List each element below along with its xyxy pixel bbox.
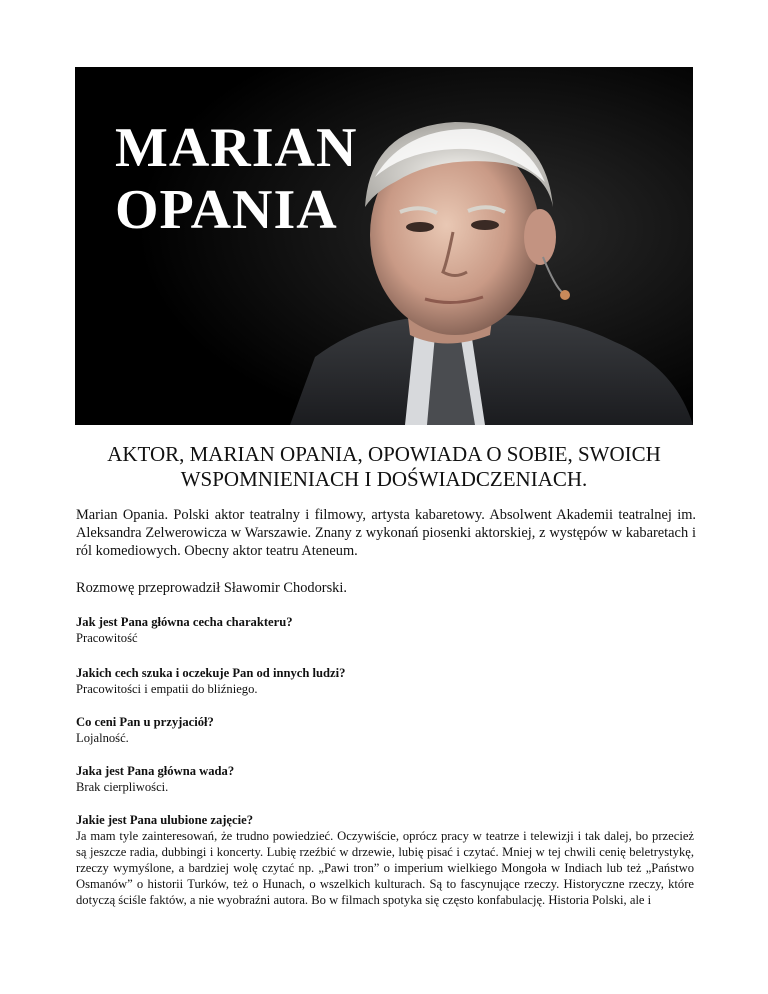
hero-title-line2: OPANIA xyxy=(115,179,338,241)
qa-item xyxy=(76,763,694,795)
answer: Ja mam tyle zainteresowań, że trudno powiedzieć. Oczywiście, oprócz pracy w teatrze i telewizji i tak dalej, bo przecież są jeszcze radia, dubbingi i koncerty. Lubię rzeźbić w drzewie, lubię pisać i czytać. Mniej w tej chwili cenię beletrystykę, rzeczy wymyślone, a bardziej wolę czytać np. „Pawi tron” o imperium wielkiego Mongoła w Indiach lub też „Państwo Osmanów” o historii Turków, też o Hunach, o wszelkich kulturach. Są to fascynujące rzeczy. Historyczne rzeczy, które dotyczą ściśle faktów, a nie wyobraźni autora. Bo w filmach spotyka się często konfabulację. Historia Polski, ale i xyxy=(76,829,694,907)
answer: Brak cierpliwości. xyxy=(76,780,169,794)
hero-photo xyxy=(75,67,693,425)
question: Co ceni Pan u przyjaciół? xyxy=(76,715,214,729)
qa-item xyxy=(76,812,694,908)
answer: Pracowitości i empatii do bliźniego. xyxy=(76,682,258,696)
qa-item xyxy=(76,614,694,646)
hero-title xyxy=(115,117,357,241)
interviewer-byline: Rozmowę przeprowadził Sławomir Chodorski. xyxy=(76,580,347,596)
hero-title-line1: MARIAN xyxy=(115,117,358,179)
question: Jakie jest Pana ulubione zajęcie? xyxy=(76,813,253,827)
qa-item xyxy=(76,665,694,697)
article-headline: AKTOR, MARIAN OPANIA, OPOWIADA O SOBIE, SWOICH WSPOMNIENIACH I DOŚWIADCZENIACH. xyxy=(107,442,661,491)
question: Jakich cech szuka i oczekuje Pan od innych ludzi? xyxy=(76,666,346,680)
answer: Pracowitość xyxy=(76,631,138,645)
intro-paragraph: Marian Opania. Polski aktor teatralny i filmowy, artysta kabaretowy. Absolwent Akademii teatralnej im. Aleksandra Zelwerowicza w Warszawie. Znany z wykonań piosenki aktorskiej, z występów w kabaretach i ról komediowych. Obecny aktor teatru Ateneum. xyxy=(76,507,696,559)
question: Jak jest Pana główna cecha charakteru? xyxy=(76,615,293,629)
question: Jaka jest Pana główna wada? xyxy=(76,764,235,778)
qa-item xyxy=(76,714,694,746)
answer: Lojalność. xyxy=(76,731,129,745)
